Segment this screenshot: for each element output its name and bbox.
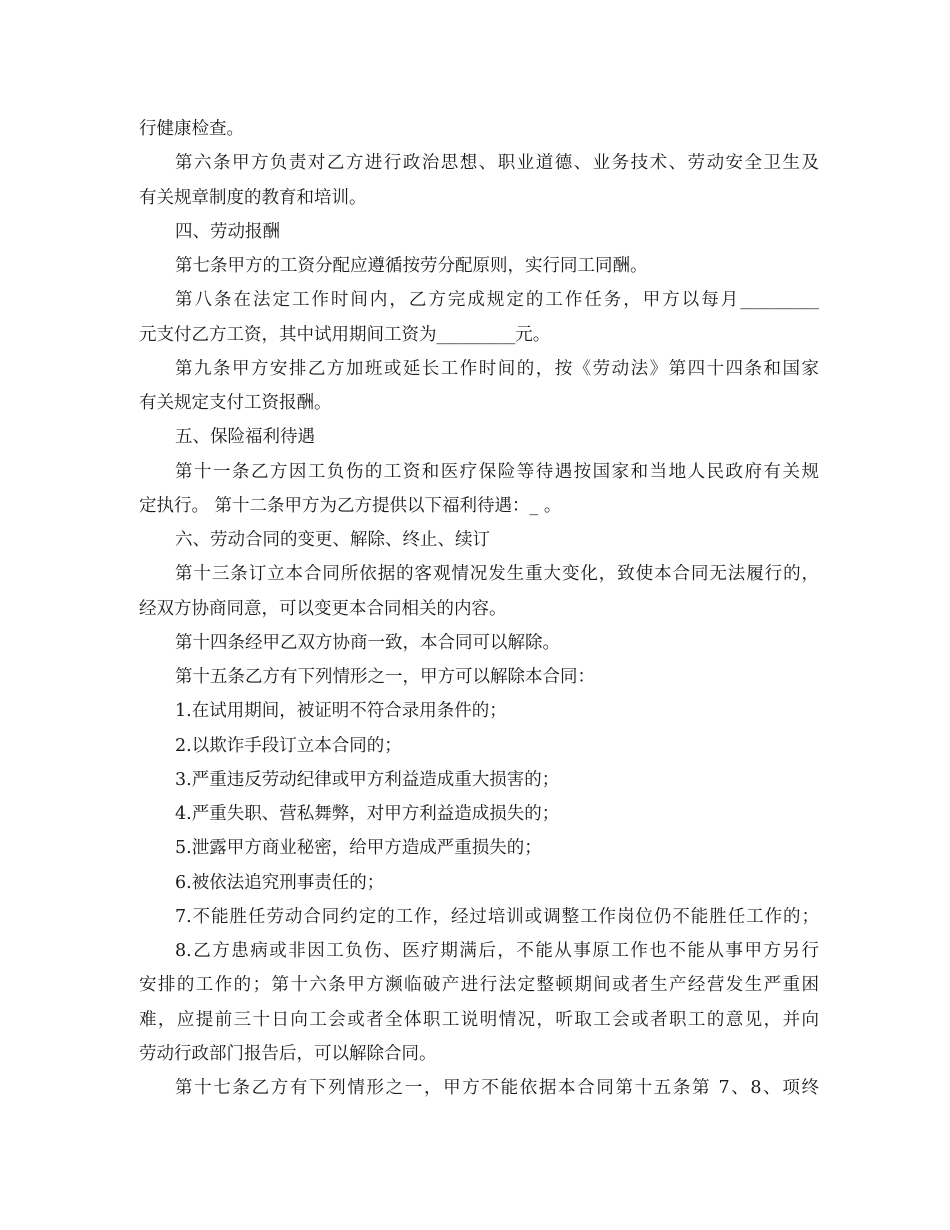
list-item: 3.严重违反劳动纪律或甲方利益造成重大损害的； (175, 769, 560, 790)
text-line: 第七条甲方的工资分配应遵循按劳分配原则，实行同工同酬。 (175, 256, 648, 276)
list-item: 2.以欺诈手段订立本合同的； (175, 735, 402, 756)
list-item: 8.乙方患病或非因工负伤、医疗期满后，不能从事原工作也不能从事甲方另行 (175, 941, 819, 961)
text-line: 经双方协商同意，可以变更本合同相关的内容。 (139, 598, 507, 619)
text-line: 第十三条订立本合同所依据的客观情况发生重大变化，致使本合同无法履行的， (175, 564, 819, 585)
text-line: 第六条甲方负责对乙方进行政治思想、职业道德、业务技术、劳动安全卫生及 (175, 153, 819, 174)
list-item: 7.不能胜任劳动合同约定的工作，经过培训或调整工作岗位仍不能胜任工作的； (175, 906, 819, 927)
section-heading: 五、保险福利待遇 (175, 427, 315, 448)
text-line: 安排的工作的；第十六条甲方濒临破产进行法定整顿期间或者生产经营发生严重困 (139, 975, 819, 996)
text-line: 第十四条经甲乙双方协商一致，本合同可以解除。 (175, 632, 560, 653)
text-line: 第十一条乙方因工负伤的工资和医疗保险等待遇按国家和当地人民政府有关规 (175, 461, 819, 482)
list-item: 1.在试用期间，被证明不符合录用条件的； (175, 701, 507, 722)
list-item: 5.泄露甲方商业秘密，给甲方造成严重损失的； (175, 838, 542, 859)
list-item: 4.严重失职、营私舞弊，对甲方利益造成损失的； (175, 804, 560, 824)
text-line: 有关规定支付工资报酬。 (139, 393, 332, 413)
text-line: 行健康检查。 (139, 119, 244, 139)
text-line: 第九条甲方安排乙方加班或延长工作时间的，按《劳动法》第四十四条和国家 (175, 358, 819, 379)
text-line: 有关规章制度的教育和培训。 (139, 187, 367, 208)
list-item: 6.被依法追究刑事责任的； (175, 872, 385, 893)
text-line: 劳动行政部门报告后，可以解除合同。 (139, 1043, 437, 1064)
text-line: 难，应提前三十日向工会或者全体职工说明情况，听取工会或者职工的意见，并向 (139, 1009, 819, 1030)
text-line: 第八条在法定工作时间内，乙方完成规定的工作任务，甲方以每月_________ (175, 290, 819, 311)
document-body (139, 112, 819, 1105)
section-heading: 六、劳动合同的变更、解除、终止、续订 (175, 530, 490, 550)
text-line: 定执行。 第十二条甲方为乙方提供以下福利待遇：_ 。 (139, 495, 562, 516)
text-line: 第十七条乙方有下列情形之一，甲方不能依据本合同第十五条第 7、8、项终 (175, 1078, 819, 1098)
section-heading: 四、劳动报酬 (175, 221, 280, 242)
text-line: 第十五条乙方有下列情形之一，甲方可以解除本合同： (175, 667, 595, 687)
text-line: 元支付乙方工资，其中试用期间工资为_________元。 (139, 324, 551, 345)
